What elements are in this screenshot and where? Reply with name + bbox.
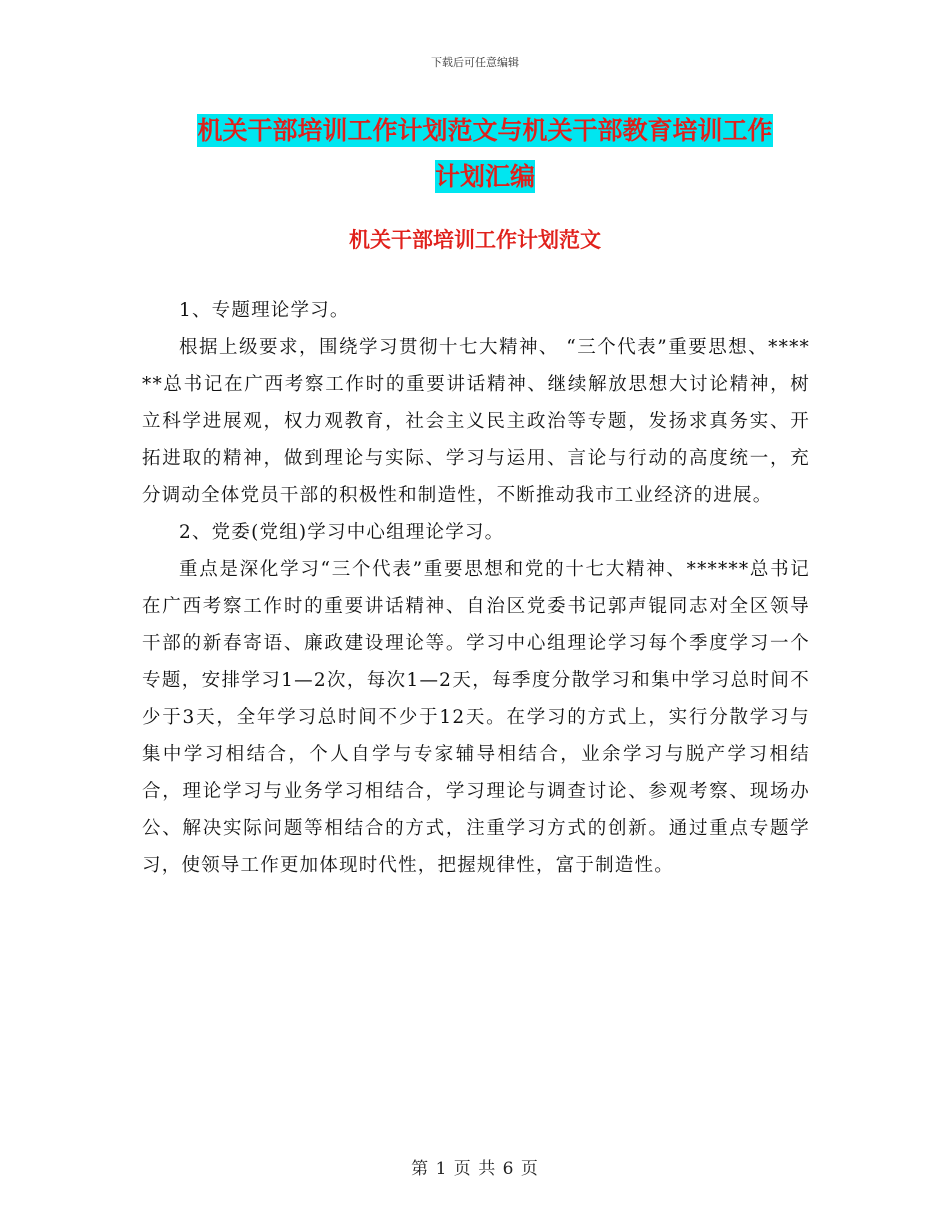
- paragraph-heading-1: 1、专题理论学习。: [179, 300, 350, 321]
- paragraph: 根据上级要求，围绕学习贯彻十七大精神、 “三个代表”重要思想、******总书记在广西考察工作时的重要讲话精神、继续解放思想大讨论精神，树立科学进展观，权力观教育，社会主义民主政治等专题，发扬求真务实、开拓进取的精神，做到理论与实际、学习与运用、言论与行动的高度统一，充分调动全体党员干部的积极性和制造性，不断推动我市工业经济的进展。: [142, 337, 810, 506]
- header-note: 下载后可任意编辑: [431, 56, 519, 69]
- page-number-footer: 第 1 页 共 6 页: [411, 1159, 539, 1179]
- paragraph-heading-2: 2、党委(党组)学习中心组理论学习。: [179, 522, 505, 543]
- document-title: [140, 108, 830, 200]
- document-title-line-1: 机关干部培训工作计划范文与机关干部教育培训工作: [197, 116, 773, 145]
- section-title: 机关干部培训工作计划范文: [349, 228, 601, 252]
- document-title-line-2: 计划汇编: [434, 162, 535, 191]
- paragraph: 重点是深化学习“三个代表”重要思想和党的十七大精神、******总书记在广西考察工作时的重要讲话精神、自治区党委书记郭声锟同志对全区领导干部的新春寄语、廉政建设理论等。学习中心组理论学习每个季度学习一个专题，安排学习1—2次，每次1—2天，每季度分散学习和集中学习总时间不少于3天，全年学习总时间不少于12天。在学习的方式上，实行分散学习与集中学习相结合，个人自学与专家辅导相结合，业余学习与脱产学习相结合，理论学习与业务学习相结合，学习理论与调查讨论、参观考察、现场办公、解决实际问题等相结合的方式，注重学习方式的创新。通过重点专题学习，使领导工作更加体现时代性，把握规律性，富于制造性。: [142, 559, 810, 876]
- body-text: [142, 292, 810, 884]
